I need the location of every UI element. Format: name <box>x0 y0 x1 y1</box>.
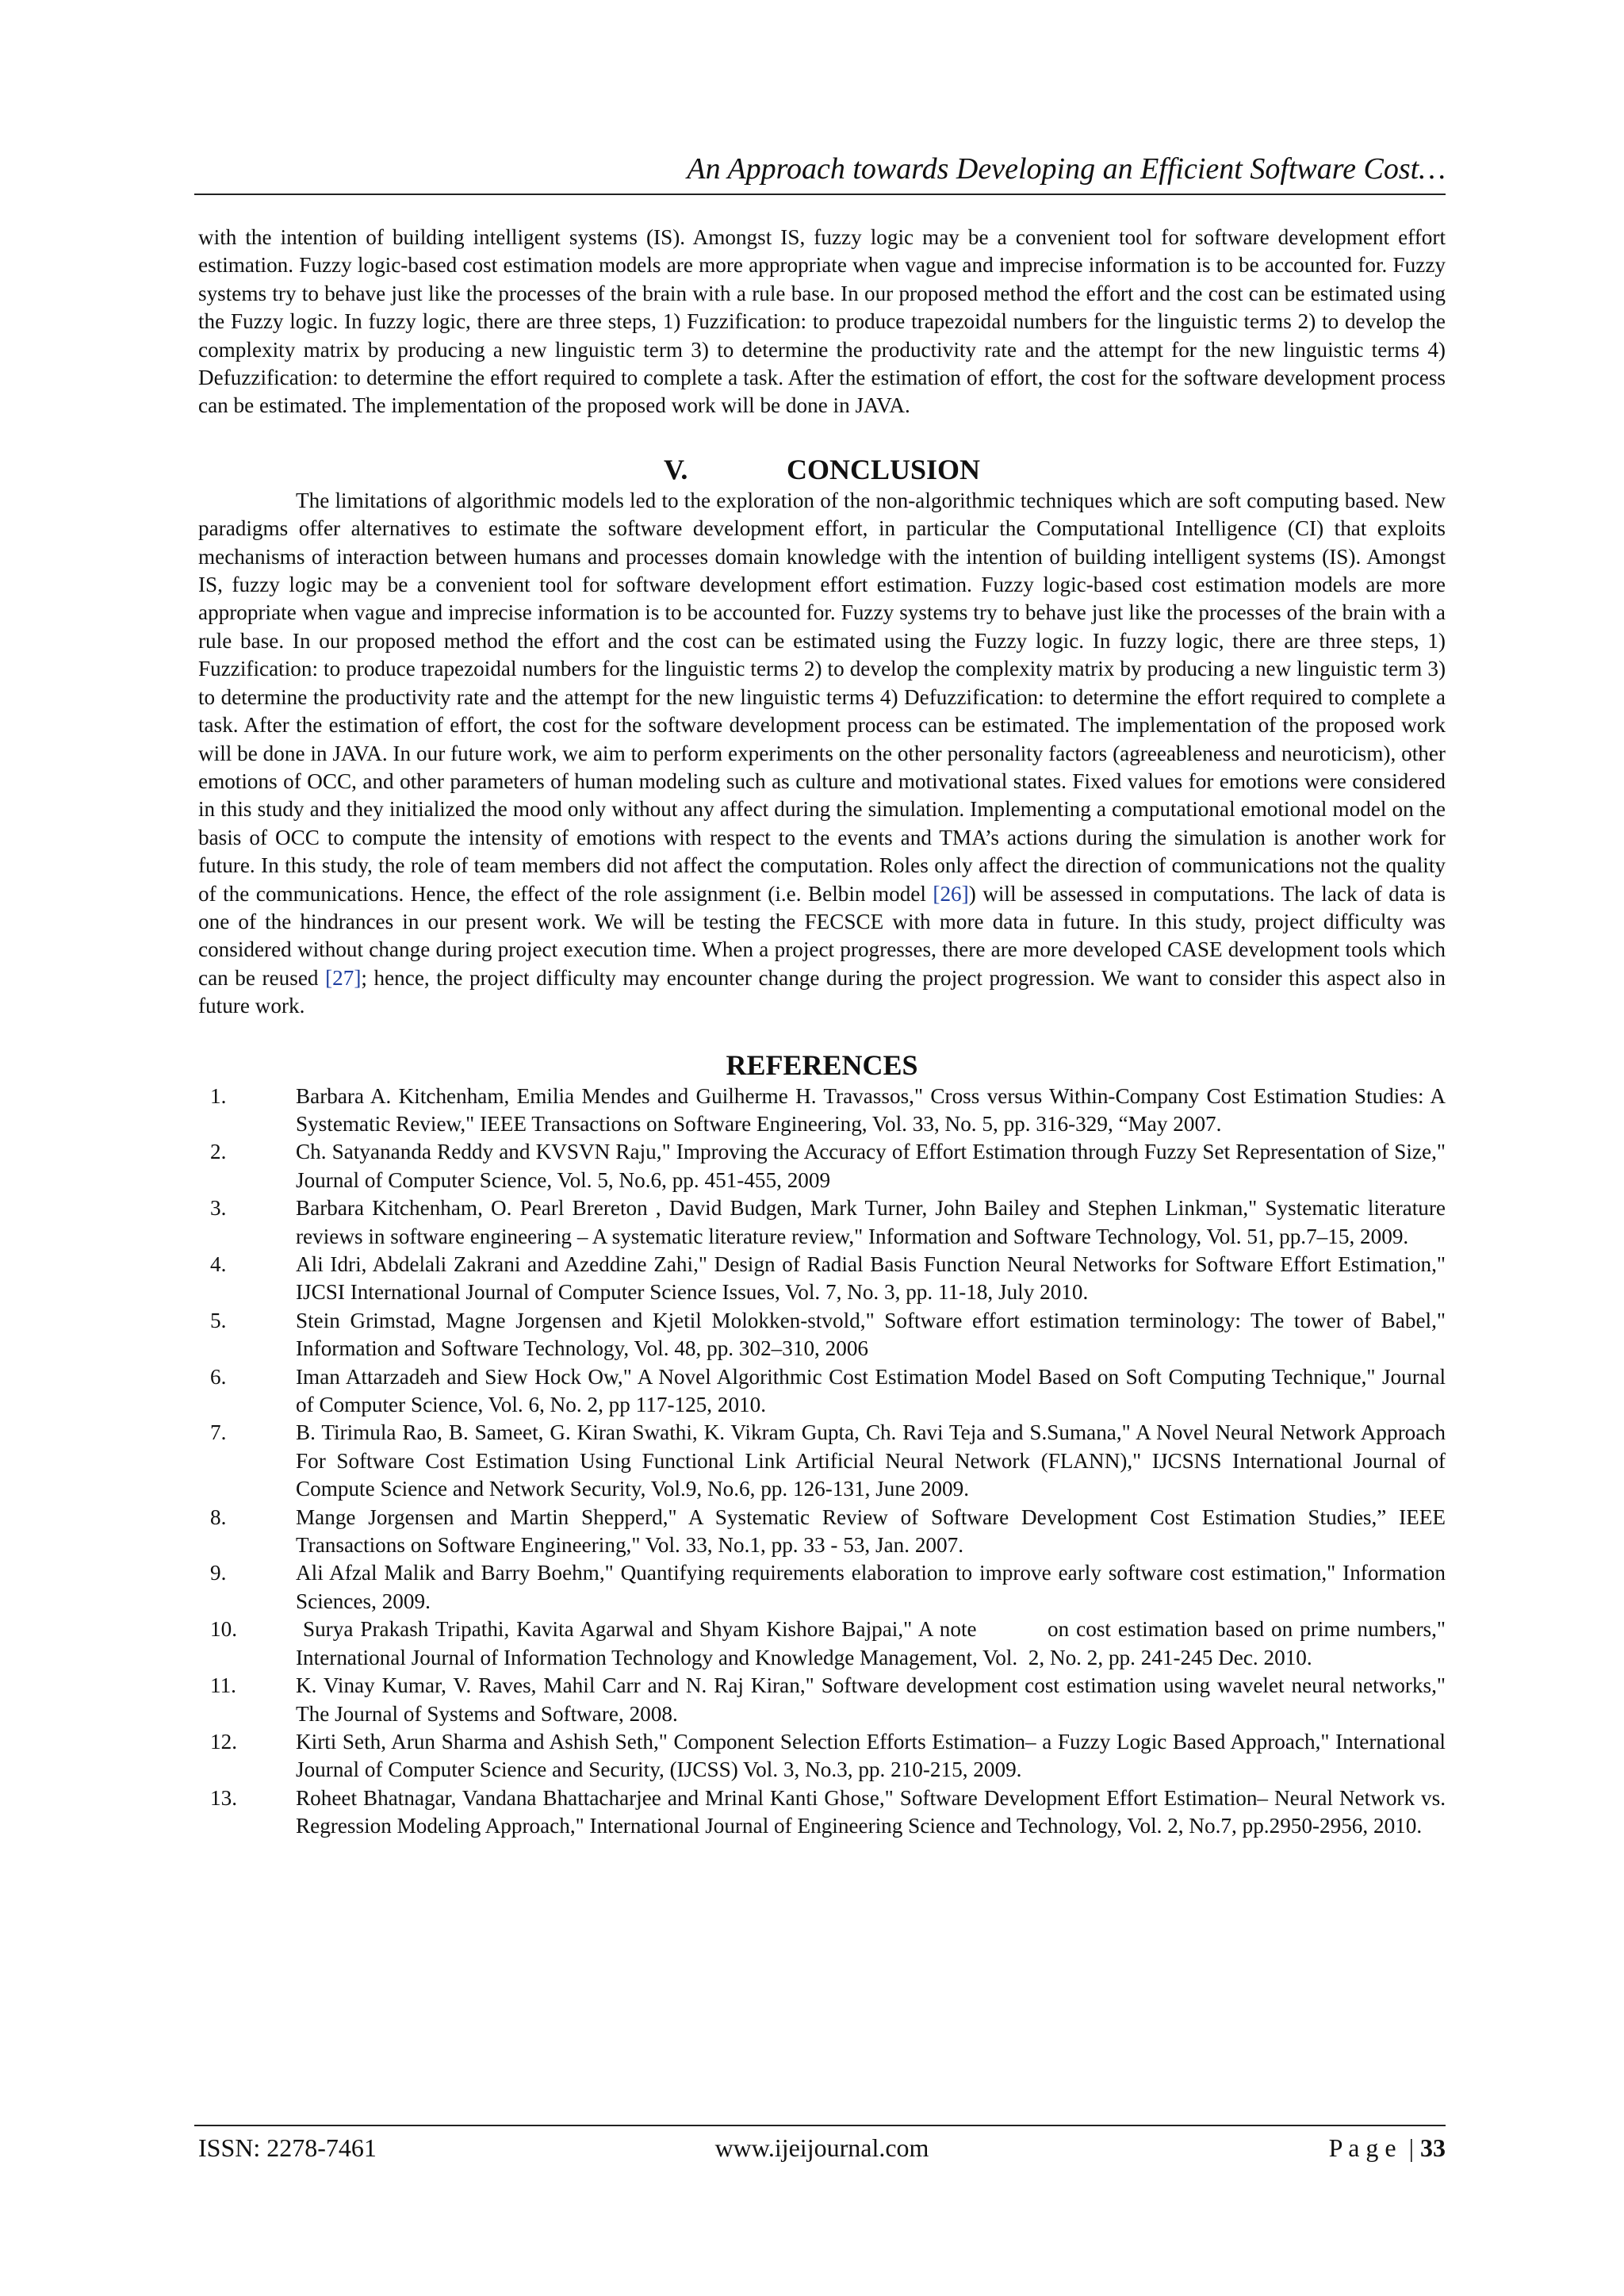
reference-text: Iman Attarzadeh and Siew Hock Ow," A Novel Algorithmic Cost Estimation Model Based on Soft Computing Technique," Journal of Computer Science, Vol. 6, No. 2, pp 117-125, 2010. <box>296 1364 1446 1417</box>
reference-text: Kirti Seth, Arun Sharma and Ashish Seth," Component Selection Efforts Estimation– a Fuzzy Logic Based Approach," International Journal of Computer Science and Security, (IJCSS) Vol. 3, No.3, pp. 210-215, 2009. <box>296 1729 1446 1782</box>
conclusion-paragraph <box>198 487 1446 1021</box>
reference-number: 7. <box>210 1420 227 1445</box>
references-heading: REFERENCES <box>726 1048 918 1081</box>
reference-item <box>198 1363 1446 1420</box>
section-number: V. <box>663 453 688 485</box>
section-title: CONCLUSION <box>786 453 981 485</box>
footer-rule <box>194 2125 1446 2126</box>
reference-item <box>198 1672 1446 1728</box>
reference-list <box>198 1083 1451 1841</box>
reference-item <box>198 1784 1446 1841</box>
header-rule <box>194 194 1446 195</box>
reference-text: Ali Idri, Abdelali Zakrani and Azeddine Zahi," Design of Radial Basis Function Neural Networks for Software Effort Estimation," IJCSI International Journal of Computer Science Issues, Vol. 7, No. 3, pp. 11-18, July 2010. <box>296 1252 1446 1305</box>
reference-item <box>198 1194 1446 1251</box>
reference-number: 9. <box>210 1561 227 1585</box>
footer-page <box>1329 2132 1446 2164</box>
reference-item <box>198 1419 1446 1503</box>
reference-number: 2. <box>210 1140 227 1164</box>
reference-number: 4. <box>210 1252 227 1276</box>
reference-text: Ch. Satyananda Reddy and KVSVN Raju," Improving the Accuracy of Effort Estimation through Fuzzy Set Representation of Size," Journal of Computer Science, Vol. 5, No.6, pp. 451-455, 2009 <box>296 1140 1446 1192</box>
reference-number: 6. <box>210 1364 227 1389</box>
conclusion-text-2: ) will be assessed in computations. The lack of data is one of the hindrances in our present work. We will be testing the FECSCE with more data in future. In this study, project difficulty was considered without change during project execution time. When a project progresses, there are more developed CASE development tools which can be reused <box>198 881 1446 990</box>
citation-link-26[interactable]: [26] <box>933 881 969 906</box>
citation-link-27[interactable]: [27] <box>325 965 362 990</box>
reference-text: Barbara A. Kitchenham, Emilia Mendes and Guilherme H. Travassos," Cross versus Within-Company Cost Estimation Studies: A Systematic Review," IEEE Transactions on Software Engineering, Vol. 33, No. 5, pp. 316-329, “May 2007. <box>296 1083 1446 1136</box>
conclusion-text-3: ; hence, the project difficulty may encounter change during the project progression. We want to consider this aspect also in future work. <box>198 965 1446 1018</box>
page-footer <box>198 2132 1446 2164</box>
reference-number: 12. <box>210 1729 237 1754</box>
footer-page-label: P a g e | <box>1328 2133 1420 2162</box>
intro-paragraph: with the intention of building intelligent systems (IS). Amongst IS, fuzzy logic may be a convenient tool for software development effort estimation. Fuzzy logic-based cost estimation models are more appropriate when vague and imprecise information is to be accounted for. Fuzzy systems try to behave just like the processes of the brain with a rule base. In our proposed method the effort and the cost can be estimated using the Fuzzy logic. In fuzzy logic, there are three steps, 1) Fuzzification: to produce trapezoidal numbers for the linguistic terms 2) to develop the complexity matrix by producing a new linguistic term 3) to determine the productivity rate and the attempt for the new linguistic terms 4) Defuzzification: to determine the effort required to complete a task. After the estimation of effort, the cost for the software development process can be estimated. The implementation of the proposed work will be done in JAVA. <box>198 225 1446 418</box>
reference-item <box>198 1559 1446 1616</box>
footer-issn: ISSN: 2278-7461 <box>198 2133 377 2162</box>
reference-item <box>198 1083 1446 1139</box>
reference-item <box>198 1616 1451 1672</box>
footer-website: www.ijeijournal.com <box>714 2133 929 2162</box>
reference-item <box>198 1251 1446 1307</box>
reference-item <box>198 1138 1446 1194</box>
reference-number: 10. <box>210 1617 237 1642</box>
footer-page-number: 33 <box>1420 2133 1446 2162</box>
reference-text: B. Tirimula Rao, B. Sameet, G. Kiran Swathi, K. Vikram Gupta, Ch. Ravi Teja and S.Sumana," A Novel Neural Network Approach For Software Cost Estimation Using Functional Link Artificial Neural Network (FLANN)," IJCSNS International Journal of Compute Science and Network Security, Vol.9, No.6, pp. 126-131, June 2009. <box>296 1420 1446 1501</box>
reference-number: 5. <box>210 1308 227 1332</box>
reference-text: Roheet Bhatnagar, Vandana Bhattacharjee and Mrinal Kanti Ghose," Software Development Effort Estimation– Neural Network vs. Regression Modeling Approach," International Journal of Engineering Science and Technology, Vol. 2, No.7, pp.2950-2956, 2010. <box>296 1785 1446 1838</box>
reference-text: Stein Grimstad, Magne Jorgensen and Kjetil Molokken-stvold," Software effort estimation terminology: The tower of Babel," Information and Software Technology, Vol. 48, pp. 302–310, 2006 <box>296 1308 1446 1361</box>
reference-number: 13. <box>210 1785 237 1810</box>
reference-item <box>198 1307 1446 1363</box>
reference-text: Barbara Kitchenham, O. Pearl Brereton , David Budgen, Mark Turner, John Bailey and Stephen Linkman," Systematic literature reviews in software engineering – A systematic literature review," Information and Software Technology, Vol. 51, pp.7–15, 2009. <box>296 1196 1446 1248</box>
reference-item <box>198 1728 1446 1784</box>
reference-item <box>198 1504 1446 1560</box>
conclusion-heading <box>198 452 1446 487</box>
reference-number: 1. <box>210 1083 227 1108</box>
reference-number: 8. <box>210 1504 227 1529</box>
reference-text: Ali Afzal Malik and Barry Boehm," Quantifying requirements elaboration to improve early software cost estimation," Information Sciences, 2009. <box>296 1561 1446 1613</box>
reference-text: K. Vinay Kumar, V. Raves, Mahil Carr and N. Raj Kiran," Software development cost estimation using wavelet neural networks," The Journal of Systems and Software, 2008. <box>296 1673 1446 1726</box>
running-header: An Approach towards Developing an Efficient Software Cost… <box>687 152 1446 186</box>
reference-number: 3. <box>210 1196 227 1221</box>
reference-text: Mange Jorgensen and Martin Shepperd," A Systematic Review of Software Development Cost Estimation Studies,” IEEE Transactions on Software Engineering," Vol. 33, No.1, pp. 33 - 53, Jan. 2007. <box>296 1504 1446 1558</box>
reference-text: Surya Prakash Tripathi, Kavita Agarwal and Shyam Kishore Bajpai," A note on cost estimation based on prime numbers," International Journal of Information Technology and Knowledge Management, Vol. 2, No. 2, pp. 241-245 Dec. 2010. <box>296 1617 1451 1669</box>
conclusion-text-1: The limitations of algorithmic models led to the exploration of the non-algorithmic techniques which are soft computing based. New paradigms offer alternatives to estimate the software development effort, in particular the Computational Intelligence (CI) that exploits mechanisms of interaction between humans and processes domain knowledge with the intention of building intelligent systems (IS). Amongst IS, fuzzy logic may be a convenient tool for software development effort estimation. Fuzzy logic-based cost estimation models are more appropriate when vague and imprecise information is to be accounted for. Fuzzy systems try to behave just like the processes of the brain with a rule base. In our proposed method the effort and the cost can be estimated using the Fuzzy logic. In fuzzy logic, there are three steps, 1) Fuzzification: to produce trapezoidal numbers for the linguistic terms 2) to develop the complexity matrix by producing a new linguistic term 3) to determine the productivity rate and the attempt for the new linguistic terms 4) Defuzzification: to determine the effort required to complete a task. After the estimation of effort, the cost for the software development process can be estimated. The implementation of the proposed work will be done in JAVA. In our future work, we aim to perform experiments on the other personality factors (agreeableness and neuroticism), other emotions of OCC, and other parameters of human modeling such as culture and motivational states. Fixed values for emotions were considered in this study and they initialized the mood only without any affect during the simulation. Implementing a computational emotional model on the basis of OCC to compute the intensity of emotions with respect to the events and TMA’s actions during the simulation is another work for future. In this study, the role of team members did not affect the computation. Roles only affect the direction of communications not the quality of the communications. Hence, the effect of the role assignment (i.e. Belbin model <box>198 488 1446 906</box>
page-body <box>198 224 1451 1841</box>
reference-number: 11. <box>210 1673 236 1698</box>
